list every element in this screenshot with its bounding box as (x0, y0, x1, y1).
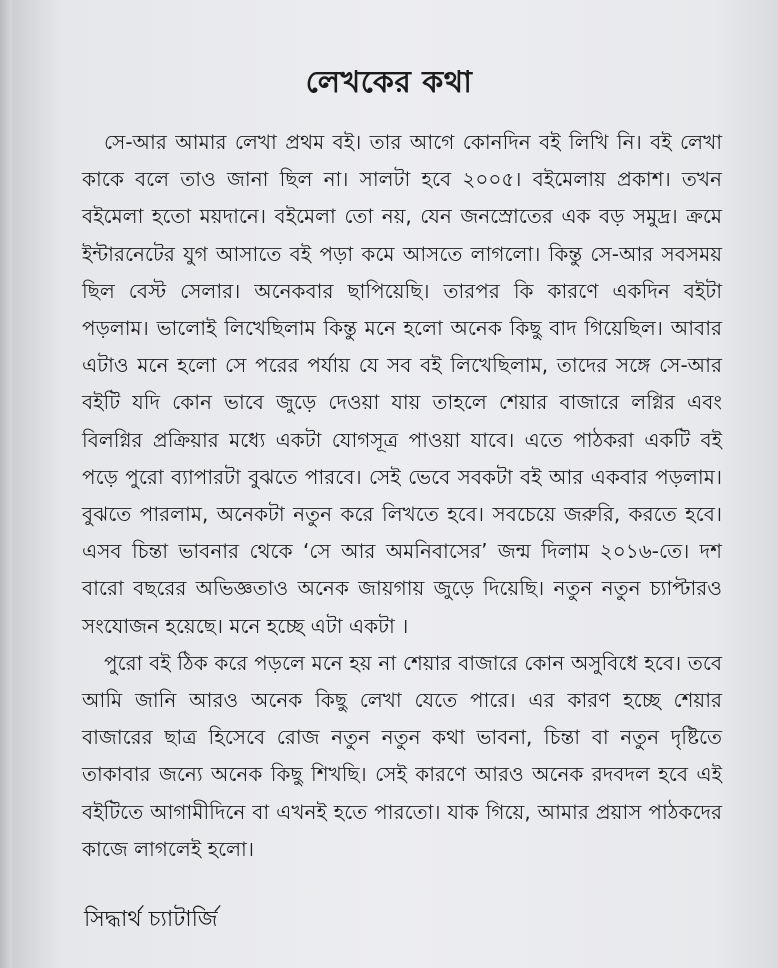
body-text (82, 124, 722, 868)
page-title: লেখকের কথা (305, 65, 473, 100)
paragraph-2: পুরো বই ঠিক করে পড়লে মনে হয় না শেয়ার বাজারে কোন অসুবিধে হবে। তবে আমি জানি আরও অনেক কিছু লেখা যেতে পারে। এর কারণ হচ্ছে শেয়ার বাজারের ছাত্র হিসেবে রোজ নতুন নতুন কথা ভাবনা, চিন্তা বা নতুন দৃষ্টিতে তাকাবার জন্যে অনেক কিছু শিখছি। সেই কারণে আরও অনেক রদবদল হবে এই বইটিতে আগামীদিনে বা এখনই হতে পারতো। যাক গিয়ে, আমার প্রয়াস পাঠকদের কাজে লাগলেই হলো। (82, 650, 722, 861)
page-gutter-shadow (0, 0, 12, 968)
paragraph-1: সে-আর আমার লেখা প্রথম বই। তার আগে কোনদিন বই লিখি নি। বই লেখা কাকে বলে তাও জানা ছিল না। সালটা হবে ২০০৫। বইমেলায় প্রকাশ। তখন বইমেলা হতো ময়দানে। বইমেলা তো নয়, যেন জনস্রোতের এক বড় সমুদ্র। ক্রমে ইন্টারনেটের যুগ আসাতে বই পড়া কমে আসতে লাগলো। কিন্তু সে-আর সবসময় ছিল বেস্ট সেলার। অনেকবার ছাপিয়েছি। তারপর কি কারণে একদিন বইটা পড়লাম। ভালোই লিখেছিলাম কিন্তু মনে হলো অনেক কিছু বাদ গিয়েছিল। আবার এটাও মনে হলো সে পরের পর্যায় যে সব বই লিখেছিলাম, তাদের সঙ্গে সে-আর বইটি যদি কোন ভাবে জুড়ে দেওয়া যায় তাহলে শেয়ার বাজারে লগ্নির এবং বিলগ্নির প্রক্রিয়ার মধ্যে একটা যোগসূত্র পাওয়া যাবে। এতে পাঠকরা একটি বই পড়ে পুরো ব্যাপারটা বুঝতে পারবে। সেই ভেবে সবকটা বই আর একবার পড়লাম। বুঝতে পারলাম, অনেকটা নতুন করে লিখতে হবে। সবচেয়ে জরুরি, করতে হবে। এসব চিন্তা ভাবনার থেকে ‘সে আর অমনিবাসের’ জন্ম দিলাম ২০১৬-তে। দশ বারো বছরের অভিজ্ঞতাও অনেক জায়গায় জুড়ে দিয়েছি। নতুন নতুন চ্যাপ্টারও সংযোজন হয়েছে। মনে হচ্ছে এটা একটা । (82, 130, 722, 638)
author-signature: সিদ্ধার্থ চ্যাটার্জি (84, 907, 218, 932)
